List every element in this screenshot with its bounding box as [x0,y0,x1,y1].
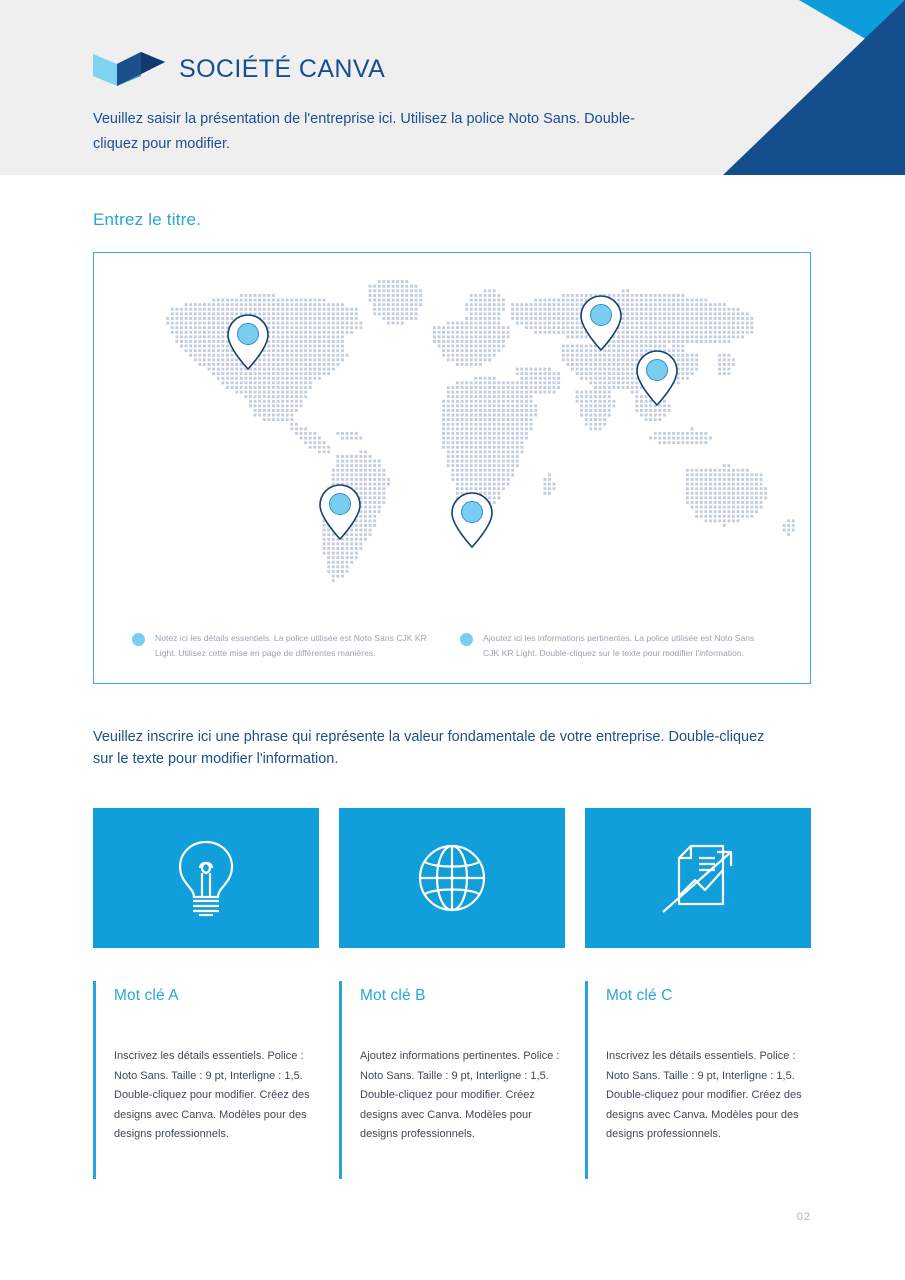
feature-card [339,981,565,1179]
legend-item-text: Ajoutez ici les informations pertinentes. La police utilisée est Noto Sans CJK KR Light. Double-cliquez sur le texte pour modifier l'information. [483,633,755,658]
icon-box [339,808,565,948]
circle-dot-icon [460,633,473,646]
world-dot-map [94,263,810,613]
value-statement: Veuillez inscrire ici une phrase qui représente la valeur fondamentale de votre entreprise. Double-cliquez sur le texte pour modifier l'information. [93,729,765,767]
feature-card [93,981,319,1179]
header-white-wedge [723,0,905,175]
document-growth-chart-icon [657,838,739,918]
feature-column [585,808,811,1179]
page-number: 02 [796,1211,811,1223]
section-title: Entrez le titre. [93,210,202,229]
feature-card-body: Inscrivez les détails essentiels. Police : Noto Sans. Taille : 9 pt, Interligne : 1,5. Double-cliquez pour modifier. Créez des designs avec Canva. Modèles pour des designs professionnels. [606,1050,802,1140]
circle-dot-icon [132,633,145,646]
feature-card-title: Mot clé B [360,987,426,1004]
lightbulb-icon [173,838,239,918]
globe-icon [415,841,489,915]
page-header [0,0,905,175]
feature-card-title: Mot clé C [606,987,673,1004]
header-subtitle: Veuillez saisir la présentation de l'entreprise ici. Utilisez la police Noto Sans. Double-cliquez pour modifier. [93,111,635,152]
map-pin-icon [320,485,360,539]
feature-card-body: Inscrivez les détails essentiels. Police : Noto Sans. Taille : 9 pt, Interligne : 1,5. Double-cliquez pour modifier. Créez des designs avec Canva. Modèles pour des designs professionnels. [114,1050,310,1140]
map-panel [93,252,811,684]
map-pin-icon [637,351,677,405]
map-pin-icon [452,493,492,547]
legend-item [460,631,772,661]
feature-columns [93,808,811,1179]
feature-column [93,808,319,1179]
feature-card [585,981,811,1179]
icon-box [585,808,811,948]
brand-lockup [93,46,385,92]
feature-card-title: Mot clé A [114,987,179,1004]
feature-card-body: Ajoutez informations pertinentes. Police : Noto Sans. Taille : 9 pt, Interligne : 1,5. Double-cliquez pour modifier. Créez designs avec Canva. Modèles pour designs professionnels. [360,1050,560,1140]
map-pin-icon [228,315,268,369]
origami-arrow-logo-icon [93,46,165,92]
legend-item [132,631,444,661]
map-legend [94,631,810,661]
icon-box [93,808,319,948]
legend-item-text: Notez ici les détails essentiels. La police utilisée est Noto Sans CJK KR Light. Utilisez cette mise en page de différentes manières. [155,633,427,658]
feature-column [339,808,565,1179]
brand-title: SOCIÉTÉ CANVA [179,54,386,83]
